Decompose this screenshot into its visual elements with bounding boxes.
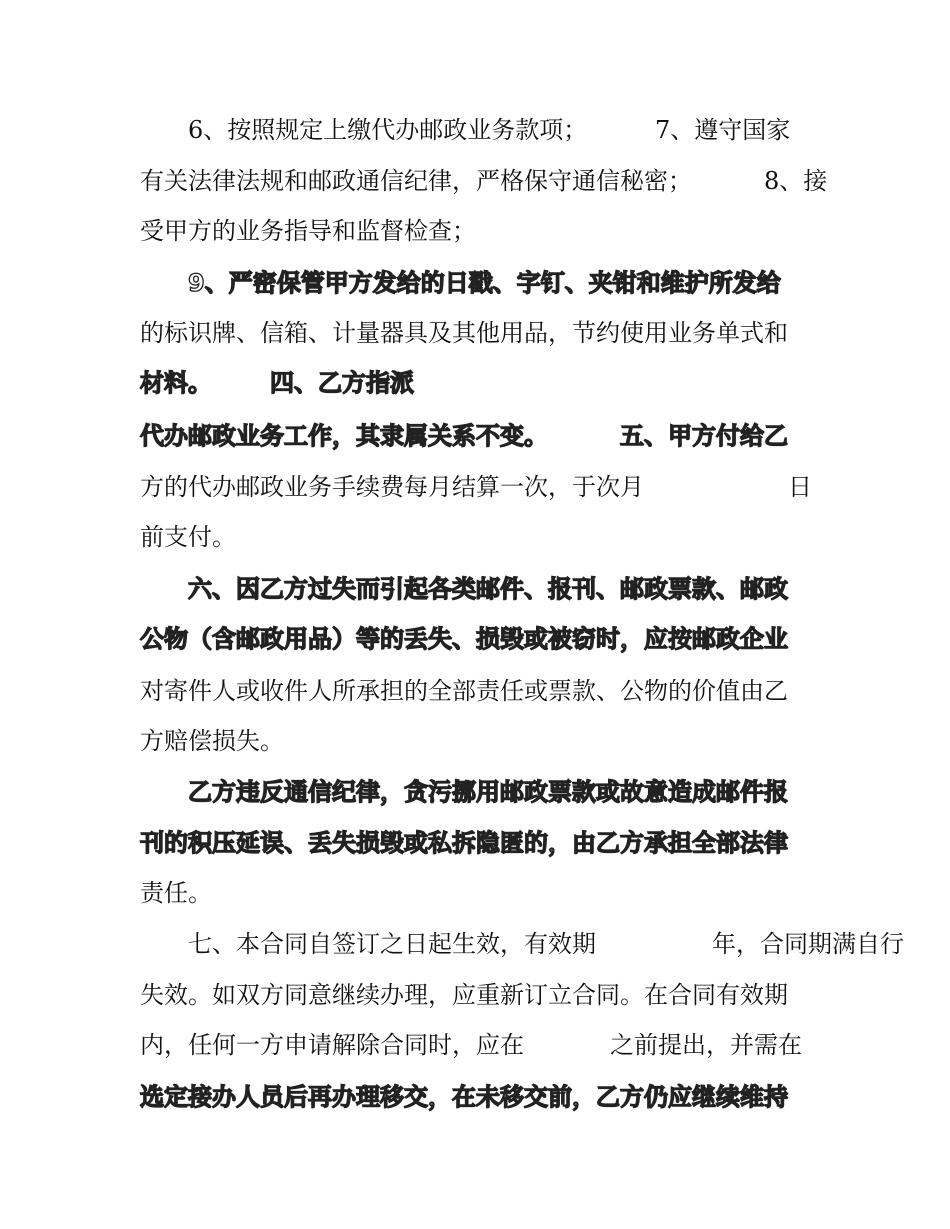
materials-text: 材料。 [140,369,212,397]
violation-end-line [0,876,212,910]
section-5-end-text: 前支付。 [140,523,236,551]
clause-6-text: 6、按照规定上缴代办邮政业务款项； [188,116,588,144]
section-6-cont2-line [0,674,788,708]
clause-7-cont-text: 有关法律法规和邮政通信纪律，严格保守通信秘密； [140,167,692,195]
section-7-year-text: 年，合同期满自行 [712,930,904,958]
violation-text: 乙方违反通信纪律，贪污挪用邮政票款或故意造成邮件报 [188,778,788,806]
clause-8-cont-text: 受甲方的业务指导和监督检查； [140,217,476,245]
section-5-cont-text: 方的代办邮政业务手续费每月结算一次，于次月 [140,473,644,501]
section-5-cont-line [0,470,812,504]
section-7-before-text: 之前提出，并需在 [610,1031,802,1059]
section-6-cont-line [0,622,788,656]
section-6-cont2-text: 对寄件人或收件人所承担的全部责任或票款、公物的价值由乙 [140,677,788,705]
section-6-text: 六、因乙方过失而引起各类邮件、报刊、邮政票款、邮政 [188,575,788,603]
violation-cont-text: 刊的积压延误、丢失损毁或私拆隐匿的，由乙方承担全部法律 [140,829,788,857]
clause-9-cont-line [0,316,788,350]
section-7-line [0,927,904,961]
section-7-cont3-line [0,1080,788,1114]
section-7-cont3-text: 选定接办人员后再办理移交，在未移交前，乙方仍应继续维持 [140,1083,788,1111]
clause-9-cont-text: 的标识牌、信箱、计量器具及其他用品，节约使用业务单式和 [140,319,788,347]
clause-6-line [0,113,791,147]
clause-9-line [0,266,781,300]
section-5-line [0,419,788,453]
clause-9-text: 9、严密保管甲方发给的日戳、字钉、夹钳和维护所发给 [188,269,781,297]
section-6-cont-text: 公物（含邮政用品）等的丢失、损毁或被窃时，应按邮政企业 [140,625,788,653]
violation-end-text: 责任。 [140,879,212,907]
section-7-text: 七、本合同自签订之日起生效，有效期 [188,930,596,958]
section-4-text: 四、乙方指派 [270,369,414,397]
section-5-text: 五、甲方付给乙 [620,422,788,450]
section-7-cont2-text: 内，任何一方申请解除合同时，应在 [140,1031,524,1059]
clause-7-cont-line [0,164,828,198]
section-7-cont2-line [0,1028,802,1062]
section-4-line [0,366,414,400]
section-7-cont-text: 失效。如双方同意继续办理，应重新订立合同。在合同有效期 [140,981,788,1009]
section-6-line [0,572,788,606]
violation-line [0,775,788,809]
section-6-end-text: 方赔偿损失。 [140,727,284,755]
section-6-end-line [0,724,284,758]
day-text: 日 [788,473,812,501]
section-5-end-line [0,520,236,554]
clause-8-cont-line [0,214,476,248]
section-7-cont-line [0,978,788,1012]
violation-cont-line [0,826,788,860]
clause-7-text: 7、遵守国家 [655,116,791,144]
section-4-cont-text: 代办邮政业务工作，其隶属关系不变。 [140,422,548,450]
clause-8-num-text: 8、接 [764,167,828,195]
